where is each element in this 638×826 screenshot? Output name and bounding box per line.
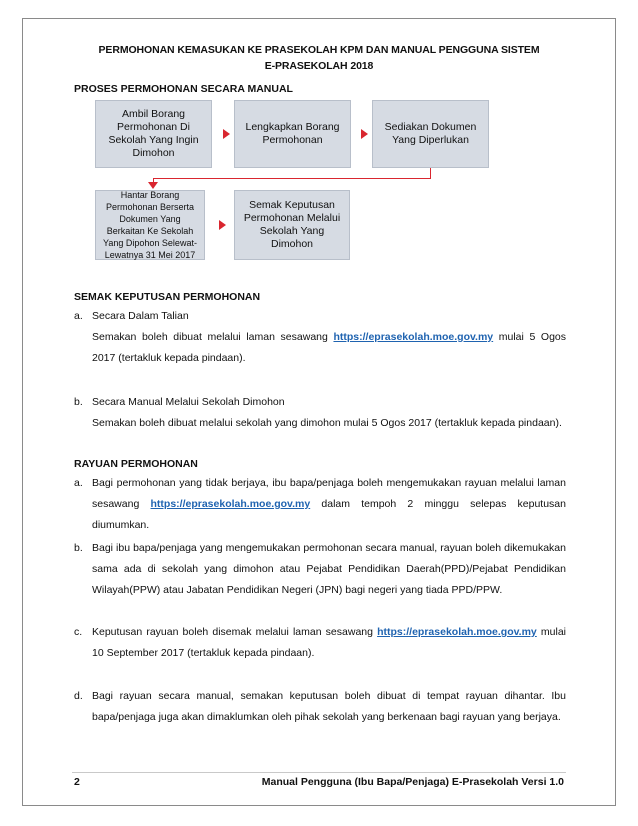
item-text: mulai 10 September 2017 (tertakluk kepada pindaan). [92, 626, 566, 659]
item-marker: d. [74, 690, 83, 702]
flow-arrow-3-4 [148, 182, 158, 189]
item-title: Secara Manual Melalui Sekolah Dimohon [92, 396, 285, 408]
manual-process-title: PROSES PERMOHONAN SECARA MANUAL [74, 83, 293, 95]
flow-step-5: Semak Keputusan Permohonan Melalui Sekolah Yang Dimohon [234, 190, 350, 260]
appeal-item-d [74, 686, 566, 728]
page-number: 2 [74, 776, 80, 788]
item-text: Bagi rayuan secara manual, semakan keputusan boleh dibuat di tempat rayuan dihantar. Ibu bapa/penjaga juga akan dimaklumkan oleh pihak sekolah yang berkenaan bagi rayuan yang berjaya. [92, 690, 566, 723]
appeal-item-a [74, 473, 566, 536]
item-marker: b. [74, 542, 83, 554]
item-marker: a. [74, 310, 83, 322]
item-text: dalam tempoh 2 minggu selepas keputusan diumumkan. [92, 498, 566, 531]
item-text: Keputusan rayuan boleh disemak melalui laman sesawang [92, 626, 378, 638]
appeal-item-c [74, 622, 566, 664]
check-result-item-b [74, 392, 566, 434]
item-text: Semakan boleh dibuat melalui laman sesawang [92, 331, 334, 343]
check-result-title: SEMAK KEPUTUSAN PERMOHONAN [74, 291, 261, 303]
appeal-item-b [74, 538, 566, 601]
item-text: mulai 5 Ogos 2017 (tertakluk kepada pindaan). [92, 331, 566, 364]
flow-step-2: Lengkapkan Borang Permohonan [234, 100, 351, 168]
flow-step-4: Hantar Borang Permohonan Berserta Dokumen Yang Berkaitan Ke Sekolah Yang Dipohon Selewat-Lewatnya 31 Mei 2017 [95, 190, 205, 260]
flow-connector-back [153, 178, 431, 179]
item-text: Bagi permohonan yang tidak berjaya, ibu bapa/penjaga boleh mengemukakan rayuan melalui laman sesawang [92, 477, 566, 510]
appeal-title: RAYUAN PERMOHONAN [74, 458, 198, 470]
eprasekolah-link[interactable]: https://eprasekolah.moe.gov.my [377, 626, 537, 638]
header-line-2: E-PRASEKOLAH 2018 [264, 60, 374, 72]
flow-arrow-4-5 [219, 220, 226, 230]
document-header [40, 42, 598, 74]
flow-step-1: Ambil Borang Permohonan Di Sekolah Yang Ingin Dimohon [95, 100, 212, 168]
flow-arrow-2-3 [361, 129, 368, 139]
item-text: Bagi ibu bapa/penjaga yang mengemukakan permohonan secara manual, rayuan boleh dikemukakan sama ada di sekolah yang dimohon atau Pejabat Pendidikan Daerah(PPD)/Pejabat Pendidikan Wilayah(PPW) atau Jabatan Pendidikan Negeri (JPN) bagi negeri yang tiada PPD/PPW. [92, 542, 566, 596]
item-title: Secara Dalam Talian [92, 310, 189, 322]
footer-title: Manual Pengguna (Ibu Bapa/Penjaga) E-Prasekolah Versi 1.0 [261, 776, 564, 788]
item-marker: c. [74, 626, 83, 638]
flow-arrow-1-2 [223, 129, 230, 139]
header-line-1: PERMOHONAN KEMASUKAN KE PRASEKOLAH KPM DAN MANUAL PENGGUNA SISTEM [98, 44, 540, 56]
item-text: Semakan boleh dibuat melalui sekolah yang dimohon mulai 5 Ogos 2017 (tertakluk kepada pindaan). [92, 417, 562, 429]
footer-divider [72, 772, 566, 773]
flow-step-3: Sediakan Dokumen Yang Diperlukan [372, 100, 489, 168]
eprasekolah-link[interactable]: https://eprasekolah.moe.gov.my [150, 498, 311, 510]
item-marker: b. [74, 396, 83, 408]
flow-connector-down [430, 168, 431, 178]
check-result-item-a [74, 306, 566, 369]
eprasekolah-link[interactable]: https://eprasekolah.moe.gov.my [333, 331, 494, 343]
item-marker: a. [74, 477, 83, 489]
